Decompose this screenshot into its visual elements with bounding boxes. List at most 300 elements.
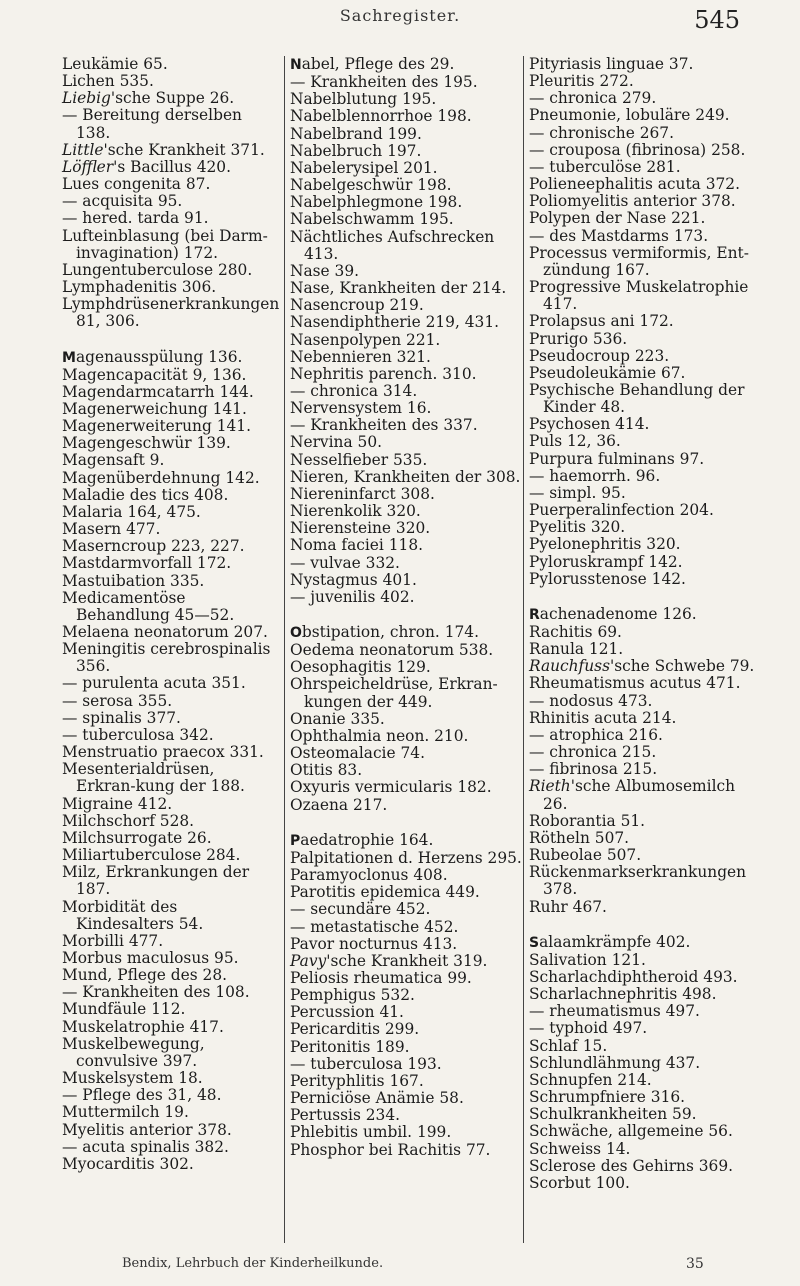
entry-text: Muskelsystem 18.	[62, 1069, 203, 1088]
index-entry	[290, 850, 522, 867]
index-entry	[290, 229, 522, 263]
index-entry	[529, 73, 755, 90]
index-entry	[62, 710, 274, 727]
index-entry	[62, 452, 274, 469]
eponym: Rieth	[529, 777, 571, 796]
entry-text: Onanie 335.	[290, 709, 385, 728]
index-entry	[62, 1139, 274, 1156]
index-entry	[62, 1087, 274, 1104]
index-entry	[290, 280, 522, 297]
index-entry	[62, 675, 274, 692]
index-entry	[529, 1158, 755, 1175]
index-column-1	[62, 55, 285, 1173]
entry-text: Scharlachdiphtheroid 493.	[529, 967, 738, 986]
entry-text: Schwäche, allgemeine 56.	[529, 1122, 733, 1141]
index-entry	[529, 519, 755, 536]
index-entry	[290, 520, 522, 537]
index-entry	[62, 984, 274, 1001]
index-entry	[290, 728, 522, 745]
entry-text: achenadenome 126.	[539, 604, 697, 623]
index-entry	[62, 899, 274, 933]
eponym: Pavy	[290, 951, 327, 970]
entry-text: Rachitis 69.	[529, 623, 622, 641]
entry-text: Phosphor bei Rachitis 77.	[290, 1140, 491, 1159]
entry-text: Polieneephalitis acuta 372.	[529, 175, 740, 194]
index-entry	[529, 986, 755, 1003]
entry-text: Nabelblutung 195.	[290, 90, 437, 109]
entry-text: Ophthalmia neon. 210.	[290, 726, 469, 745]
index-entry	[529, 693, 755, 710]
index-entry	[290, 1056, 522, 1073]
index-entry	[290, 160, 522, 177]
entry-text: Nierensteine 320.	[290, 519, 431, 538]
index-entry	[529, 864, 755, 898]
entry-text: — chronica 314.	[290, 381, 418, 400]
index-entry	[529, 142, 755, 159]
index-entry	[290, 1090, 522, 1107]
index-entry	[62, 262, 274, 279]
index-entry	[62, 487, 274, 504]
entry-text: Pericarditis 299.	[290, 1020, 420, 1039]
entry-text: Milz, Erkrankungen der 187.	[62, 863, 254, 899]
index-entry	[529, 606, 755, 624]
index-entry	[290, 194, 522, 211]
entry-text: Nabelerysipel 201.	[290, 158, 438, 177]
entry-text: Nervina 50.	[290, 433, 383, 452]
entry-text: — Krankheiten des 108.	[62, 983, 250, 1002]
entry-text: Ruhr 467.	[529, 897, 607, 916]
section-initial: S	[529, 934, 540, 951]
entry-text: Scharlachnephritis 498.	[529, 985, 717, 1004]
entry-text: Maserncroup 223, 227.	[62, 537, 245, 556]
index-entry	[62, 933, 274, 950]
entry-text: Phlebitis umbil. 199.	[290, 1123, 452, 1142]
index-entry	[62, 1104, 274, 1121]
entry-text: Lufteinblasung (bei Darm-invagination) 172.	[62, 226, 268, 262]
entry-text: Puls 12, 36.	[529, 432, 621, 451]
section-initial: P	[290, 832, 301, 849]
entry-text: 'sche Suppe 26.	[110, 89, 235, 108]
entry-text: — haemorrh. 96.	[529, 466, 661, 485]
index-entry	[529, 899, 755, 916]
entry-text: Rheumatismus acutus 471.	[529, 674, 741, 693]
entry-text: — tuberculosa 342.	[62, 725, 214, 744]
index-entry	[62, 1156, 274, 1173]
index-entry	[529, 468, 755, 485]
entry-text: — Pflege des 31, 48.	[62, 1086, 222, 1105]
index-entry	[62, 967, 274, 984]
index-entry	[62, 624, 274, 641]
entry-text: Palpitationen d. Herzens 295.	[290, 848, 522, 867]
entry-text: Schnupfen 214.	[529, 1070, 652, 1089]
index-entry	[529, 1003, 755, 1020]
index-entry	[529, 761, 755, 778]
entry-text: Scorbut 100.	[529, 1173, 630, 1192]
entry-text: Ozaena 217.	[290, 795, 388, 814]
entry-text: Purpura fulminans 97.	[529, 449, 705, 468]
index-entry	[290, 884, 522, 901]
index-entry	[290, 452, 522, 469]
entry-text: Morbilli 477.	[62, 931, 164, 950]
entry-text: — crouposa (fibrinosa) 258.	[529, 140, 746, 159]
entry-text: Nabelbrand 199.	[290, 124, 422, 143]
entry-text: — chronica 279.	[529, 89, 657, 108]
index-entry	[62, 1001, 274, 1018]
section-initial: N	[290, 57, 302, 73]
entry-text: Processus vermiformis, Ent-zündung 167.	[529, 243, 749, 279]
index-entry	[290, 56, 522, 74]
entry-text: alaamkrämpfe 402.	[539, 932, 691, 951]
index-entry	[529, 107, 755, 124]
index-entry	[62, 504, 274, 521]
index-entry	[529, 365, 755, 382]
index-entry	[62, 1122, 274, 1139]
entry-text: Pyloruskrampf 142.	[529, 552, 683, 571]
entry-text: Schrumpfniere 316.	[529, 1088, 686, 1107]
entry-text: Magenüberdehnung 142.	[62, 468, 260, 487]
index-entry	[529, 710, 755, 727]
entry-text: Miliartuberculose 284.	[62, 846, 241, 865]
index-entry	[62, 159, 274, 176]
entry-text: Mundfäule 112.	[62, 1000, 186, 1019]
sheet-signature: 35	[686, 1256, 704, 1272]
entry-text: — tuberculosa 193.	[290, 1054, 442, 1073]
index-entry	[62, 641, 274, 675]
index-entry	[62, 950, 274, 967]
entry-text: Oedema neonatorum 538.	[290, 641, 494, 660]
index-entry	[290, 297, 522, 314]
index-entry	[62, 401, 274, 418]
index-entry	[62, 90, 274, 107]
entry-text: Psychische Behandlung der Kinder 48.	[529, 380, 750, 417]
entry-text: Rückenmarkserkrankungen 378.	[529, 863, 751, 899]
index-entry	[62, 555, 274, 572]
entry-text: 's Bacillus 420.	[113, 157, 231, 176]
entry-text: Pseudocroup 223.	[529, 346, 670, 365]
index-entry	[290, 314, 522, 331]
index-entry	[62, 107, 274, 141]
index-entry	[529, 90, 755, 107]
index-entry	[62, 538, 274, 555]
entry-text: Puerperalinfection 204.	[529, 501, 714, 520]
index-entry	[62, 295, 285, 331]
entry-text: Schulkrankheiten 59.	[529, 1105, 697, 1124]
index-entry	[529, 727, 755, 744]
entry-text: — serosa 355.	[62, 691, 173, 710]
index-entry	[290, 589, 522, 606]
index-entry	[62, 864, 274, 898]
index-entry	[290, 919, 522, 936]
entry-text: Niereninfarct 308.	[290, 484, 435, 503]
entry-text: Leukämie 65.	[62, 55, 168, 73]
entry-text: — nodosus 473.	[529, 691, 653, 710]
index-entry	[529, 433, 755, 450]
index-entry	[62, 744, 274, 761]
page-footer	[0, 1256, 800, 1276]
index-entry	[290, 970, 522, 987]
entry-text: Prurigo 536.	[529, 329, 628, 348]
entry-text: Perityphlitis 167.	[290, 1071, 424, 1090]
entry-text: Lues congenita 87.	[62, 175, 211, 194]
entry-text: Melaena neonatorum 207.	[62, 623, 268, 641]
index-entry	[62, 521, 274, 538]
eponym: Little	[62, 140, 104, 159]
index-entry	[529, 159, 755, 176]
index-entry	[290, 349, 522, 366]
index-entry	[62, 142, 274, 159]
entry-text: Nabelphlegmone 198.	[290, 193, 463, 212]
index-entry	[290, 659, 522, 676]
entry-text: Pyelitis 320.	[529, 518, 626, 537]
index-entry	[290, 126, 522, 143]
entry-text: Psychosen 414.	[529, 415, 650, 434]
index-entry	[290, 143, 522, 160]
entry-text: Lymphadenitis 306.	[62, 278, 217, 297]
page-header	[0, 6, 800, 36]
page-number: 545	[694, 6, 740, 34]
index-entry	[290, 177, 522, 194]
index-entry	[62, 193, 274, 210]
entry-text: — purulenta acuta 351.	[62, 674, 246, 693]
entry-text: Noma faciei 118.	[290, 536, 423, 555]
index-entry	[529, 56, 755, 73]
entry-text: Sclerose des Gehirns 369.	[529, 1156, 734, 1175]
index-entry	[290, 434, 522, 451]
index-entry	[529, 847, 755, 864]
entry-text: — Krankheiten des 337.	[290, 416, 478, 435]
index-entry	[62, 847, 274, 864]
index-entry	[290, 867, 522, 884]
index-entry	[62, 796, 274, 813]
index-entry	[62, 813, 274, 830]
index-entry	[62, 279, 274, 296]
index-entry	[290, 779, 522, 796]
index-entry	[529, 313, 755, 330]
index-entry	[529, 279, 755, 313]
entry-text: Otitis 83.	[290, 761, 363, 780]
index-entry	[529, 416, 755, 433]
entry-text: Rubeolae 507.	[529, 846, 642, 865]
entry-text: Magendarmcatarrh 144.	[62, 382, 254, 401]
index-entry	[529, 675, 755, 692]
entry-text: Masern 477.	[62, 520, 161, 539]
entry-text: — Bereitung derselben 138.	[62, 106, 247, 142]
entry-text: Nabelbruch 197.	[290, 141, 422, 160]
entry-text: 'sche Krankheit 371.	[103, 140, 265, 159]
entry-text: Perniciöse Anämie 58.	[290, 1089, 464, 1108]
entry-text: Ranula 121.	[529, 640, 624, 659]
entry-text: Lymphdrüsenerkrankungen 81, 306.	[62, 295, 285, 331]
entry-text: 'sche Krankheit 319.	[326, 951, 488, 970]
index-entry	[290, 1142, 522, 1159]
entry-text: — acquisita 95.	[62, 192, 183, 211]
section-initial: M	[62, 349, 76, 366]
index-entry	[529, 1175, 755, 1192]
entry-text: Mesenterialdrüsen, Erkran-kung der 188.	[62, 760, 245, 796]
index-entry	[62, 470, 274, 487]
index-entry	[62, 73, 274, 90]
entry-text: — secundäre 452.	[290, 900, 431, 919]
entry-text: 'sche Albumosemilch 26.	[543, 777, 740, 813]
entry-text: — acuta spinalis 382.	[62, 1137, 229, 1156]
index-entry	[529, 485, 755, 502]
entry-text: Nieren, Krankheiten der 308.	[290, 467, 521, 486]
entry-text: Oxyuris vermicularis 182.	[290, 778, 492, 797]
entry-text: Salivation 121.	[529, 950, 646, 969]
index-entry	[290, 936, 522, 953]
entry-text: Pylorusstenose 142.	[529, 569, 686, 588]
index-entry	[290, 91, 522, 108]
index-entry	[529, 193, 755, 210]
index-entry	[529, 830, 755, 847]
index-entry	[529, 934, 755, 952]
index-entry	[290, 1004, 522, 1021]
index-entry	[290, 1039, 522, 1056]
entry-text: abel, Pflege des 29.	[301, 55, 455, 73]
eponym: Liebig	[62, 89, 111, 108]
index-entry	[529, 451, 755, 468]
index-entry	[290, 953, 522, 970]
entry-text: Morbus maculosus 95.	[62, 948, 239, 967]
book-imprint: Bendix, Lehrbuch der Kinderheilkunde.	[122, 1256, 384, 1271]
index-entry	[529, 502, 755, 519]
index-entry	[529, 348, 755, 365]
index-entry	[290, 745, 522, 762]
entry-text: — chronische 267.	[529, 123, 674, 142]
entry-text: Prolapsus ani 172.	[529, 312, 674, 331]
index-entry	[529, 176, 755, 193]
index-column-3	[523, 56, 755, 1243]
index-entry	[290, 832, 522, 850]
entry-text: — juvenilis 402.	[290, 587, 415, 606]
entry-text: Myocarditis 302.	[62, 1154, 194, 1173]
index-entry	[62, 435, 274, 452]
entry-text: Magenerweichung 141.	[62, 399, 247, 418]
entry-text: Poliomyelitis anterior 378.	[529, 192, 736, 211]
entry-text: Milchsurrogate 26.	[62, 828, 212, 847]
entry-text: — atrophica 216.	[529, 725, 663, 744]
index-entry	[529, 1038, 755, 1055]
entry-text: Magengeschwür 139.	[62, 434, 231, 453]
entry-text: Mastuibation 335.	[62, 571, 205, 590]
index-entry	[529, 536, 755, 553]
entry-text: aedatrophie 164.	[300, 830, 434, 849]
entry-text: Mund, Pflege des 28.	[62, 966, 228, 985]
index-entry	[529, 554, 755, 571]
index-entry	[290, 1124, 522, 1141]
entry-text: Nebennieren 321.	[290, 347, 431, 366]
entry-text: Pemphigus 532.	[290, 986, 415, 1005]
index-entry	[62, 727, 274, 744]
entry-text: Percussion 41.	[290, 1003, 404, 1022]
entry-text: Nystagmus 401.	[290, 570, 417, 589]
entry-text: Parotitis epidemica 449.	[290, 883, 480, 902]
index-entry	[290, 1021, 522, 1038]
entry-text: — chronica 215.	[529, 743, 657, 762]
entry-text: — fibrinosa 215.	[529, 760, 658, 779]
index-entry	[62, 210, 274, 227]
entry-text: Muskelatrophie 417.	[62, 1017, 224, 1036]
entry-text: Polypen der Nase 221.	[529, 209, 706, 228]
index-entry	[62, 693, 274, 710]
entry-text: Peritonitis 189.	[290, 1037, 410, 1056]
entry-text: Roborantia 51.	[529, 811, 646, 830]
entry-text: Pseudoleukämie 67.	[529, 363, 686, 382]
entry-text: Malaria 164, 475.	[62, 502, 201, 521]
entry-text: — vulvae 332.	[290, 553, 400, 572]
index-entry	[62, 1070, 274, 1087]
running-title: Sachregister.	[339, 6, 461, 25]
index-entry	[62, 418, 274, 435]
entry-text: Magencapacität 9, 136.	[62, 365, 247, 384]
entry-text: Maladie des tics 408.	[62, 485, 229, 504]
entry-text: — metastatische 452.	[290, 917, 459, 936]
index-entry	[290, 1073, 522, 1090]
section-initial: O	[290, 625, 302, 641]
index-entry	[290, 400, 522, 417]
index-entry	[529, 952, 755, 969]
entry-text: bstipation, chron. 174.	[301, 623, 479, 641]
index-entry	[290, 503, 522, 520]
index-entry	[62, 367, 274, 384]
entry-text: Nase 39.	[290, 261, 360, 280]
entry-text: Paramyoclonus 408.	[290, 866, 448, 885]
entry-text: Peliosis rheumatica 99.	[290, 968, 472, 987]
section-initial: R	[529, 606, 540, 623]
entry-text: Nabelblennorrhoe 198.	[290, 107, 472, 126]
index-entry	[290, 624, 522, 642]
index-entry	[62, 761, 274, 795]
entry-text: Lichen 535.	[62, 72, 154, 91]
index-entry	[529, 1089, 755, 1106]
index-entry	[290, 711, 522, 728]
index-entry	[290, 417, 522, 434]
index-entry	[529, 658, 755, 675]
index-entry	[529, 1106, 755, 1123]
index-entry	[290, 366, 522, 383]
entry-text: Schlundlähmung 437.	[529, 1053, 701, 1072]
index-entry	[529, 778, 755, 812]
index-entry	[290, 555, 522, 572]
entry-text: — des Mastdarms 173.	[529, 226, 709, 245]
entry-text: — hered. tarda 91.	[62, 209, 209, 228]
entry-text: — simpl. 95.	[529, 483, 626, 502]
entry-text: Schlaf 15.	[529, 1036, 608, 1055]
index-entry	[529, 125, 755, 142]
index-entry	[62, 1019, 274, 1036]
entry-text: — rheumatismus 497.	[529, 1002, 700, 1021]
entry-text: Nervensystem 16.	[290, 399, 432, 418]
entry-text: Meningitis cerebrospinalis 356.	[62, 640, 276, 676]
entry-text: Nesselfieber 535.	[290, 450, 428, 469]
entry-text: Nase, Krankheiten der 214.	[290, 279, 507, 298]
eponym: Löffler	[62, 157, 114, 176]
entry-text: Pyelonephritis 320.	[529, 535, 681, 554]
index-entry	[529, 624, 755, 641]
entry-text: Magenerweiterung 141.	[62, 417, 251, 436]
index-entry	[290, 762, 522, 779]
entry-text: Lungentuberculose 280.	[62, 260, 253, 279]
entry-text: Migraine 412.	[62, 794, 173, 813]
index-entry	[529, 1123, 755, 1140]
entry-text: Medicamentöse Behandlung 45—52.	[62, 588, 235, 624]
index-entry	[290, 572, 522, 589]
index-entry	[529, 1141, 755, 1158]
index-entry	[529, 744, 755, 761]
index-entry	[62, 56, 274, 73]
index-entry	[290, 642, 522, 659]
index-entry	[290, 797, 522, 814]
